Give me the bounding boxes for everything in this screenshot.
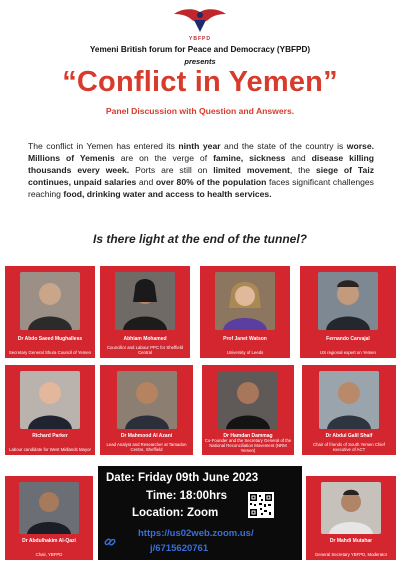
speaker-card <box>5 266 95 358</box>
speaker-photo <box>215 272 275 330</box>
organizer-line: Yemeni British forum for Peace and Democracy (YBFPD) <box>89 45 311 54</box>
speaker-name: Dr Abdul Galil Shaif <box>325 433 373 439</box>
speaker-photo <box>115 272 175 330</box>
qr-code-icon[interactable] <box>248 492 274 518</box>
speaker-role: Lead Analyst and Researcher at Tamadon Centre, Sheffield <box>106 442 187 452</box>
presents-label: presents <box>184 57 216 66</box>
zoom-link-part1[interactable]: https://us02web.zoom.us/ <box>138 528 254 539</box>
speaker-card <box>202 365 294 455</box>
intro-paragraph: The conflict in Yemen has entered its ninth year and the state of the country is worse. Millions of Yemenis are on the verge of famine, sickness and disease killing thousands every week. Ports are still on limited movement, the siege of Taiz continues, unpaid salaries and over 80% of the population faces significant challenges reaching food, drinking water and access to health services. <box>28 141 374 200</box>
speaker-role: General Secretary YBFPD, Moderator <box>314 552 388 557</box>
speaker-name: Dr Mahdi Mutahar <box>329 538 373 544</box>
speaker-photo <box>19 482 79 534</box>
speaker-photo <box>20 272 80 330</box>
speaker-role: Chair of friends of South Yemen Chief executive of ACT <box>313 442 385 452</box>
speaker-photo <box>20 371 80 429</box>
logo-text: YBFPD <box>189 36 211 42</box>
speaker-role: University of Leeds <box>226 350 264 355</box>
speaker-photo <box>321 482 381 534</box>
speaker-role: Secretary General Shura Council of Yemen <box>8 350 92 355</box>
speaker-photo <box>319 371 379 429</box>
speaker-name: Prof Janet Watson <box>223 336 267 342</box>
speaker-name: Dr Abdo Saeed Mughalless <box>17 336 83 342</box>
speaker-card <box>5 365 95 455</box>
speaker-name: Abhiam Mohamed <box>123 336 167 342</box>
speaker-card <box>5 476 93 560</box>
speaker-card <box>100 365 193 455</box>
event-location: Location: Zoom <box>132 507 219 519</box>
speaker-card <box>306 476 396 560</box>
speaker-card <box>100 266 190 358</box>
speaker-name: Fernando Carvajal <box>326 336 370 342</box>
speaker-photo <box>218 371 278 429</box>
event-date: Date: Friday 09th June 2023 <box>106 472 259 484</box>
speaker-name: Dr Mahmood Al Azani <box>120 433 173 439</box>
speaker-photo <box>117 371 177 429</box>
speaker-card <box>200 266 290 358</box>
speaker-name: Richard Parker <box>32 433 68 439</box>
speaker-photo <box>318 272 378 330</box>
speaker-name: Dr Abdulhakim Al-Qazi <box>22 538 76 544</box>
key-question: Is there light at the end of the tunnel? <box>92 232 307 246</box>
speaker-role: US regional expert on Yemen <box>320 350 376 355</box>
speaker-card <box>300 266 396 358</box>
event-time: Time: 18:00hrs <box>146 490 227 502</box>
zoom-link-part2[interactable]: j/6715620761 <box>150 543 209 554</box>
event-details-panel <box>98 466 302 560</box>
speaker-card <box>302 365 396 455</box>
speaker-role: Councillor and Labour PPC for Sheffield Central <box>106 345 184 355</box>
event-title: “Conflict in Yemen” <box>62 66 338 98</box>
speaker-role: Chair, YBFPD <box>35 552 63 557</box>
link-icon <box>104 536 116 548</box>
speaker-role: Co-Founder and the Secretary General of the National Reconciliation Movement (NRM Yemen) <box>204 438 292 453</box>
speaker-role: Labour candidate for West Midlands Mayor <box>9 447 91 452</box>
ybfpd-eagle-logo <box>172 6 228 38</box>
speaker-name: Dr Hamdan Dammag <box>223 433 273 439</box>
event-subtitle: Panel Discussion with Question and Answers. <box>105 106 295 116</box>
